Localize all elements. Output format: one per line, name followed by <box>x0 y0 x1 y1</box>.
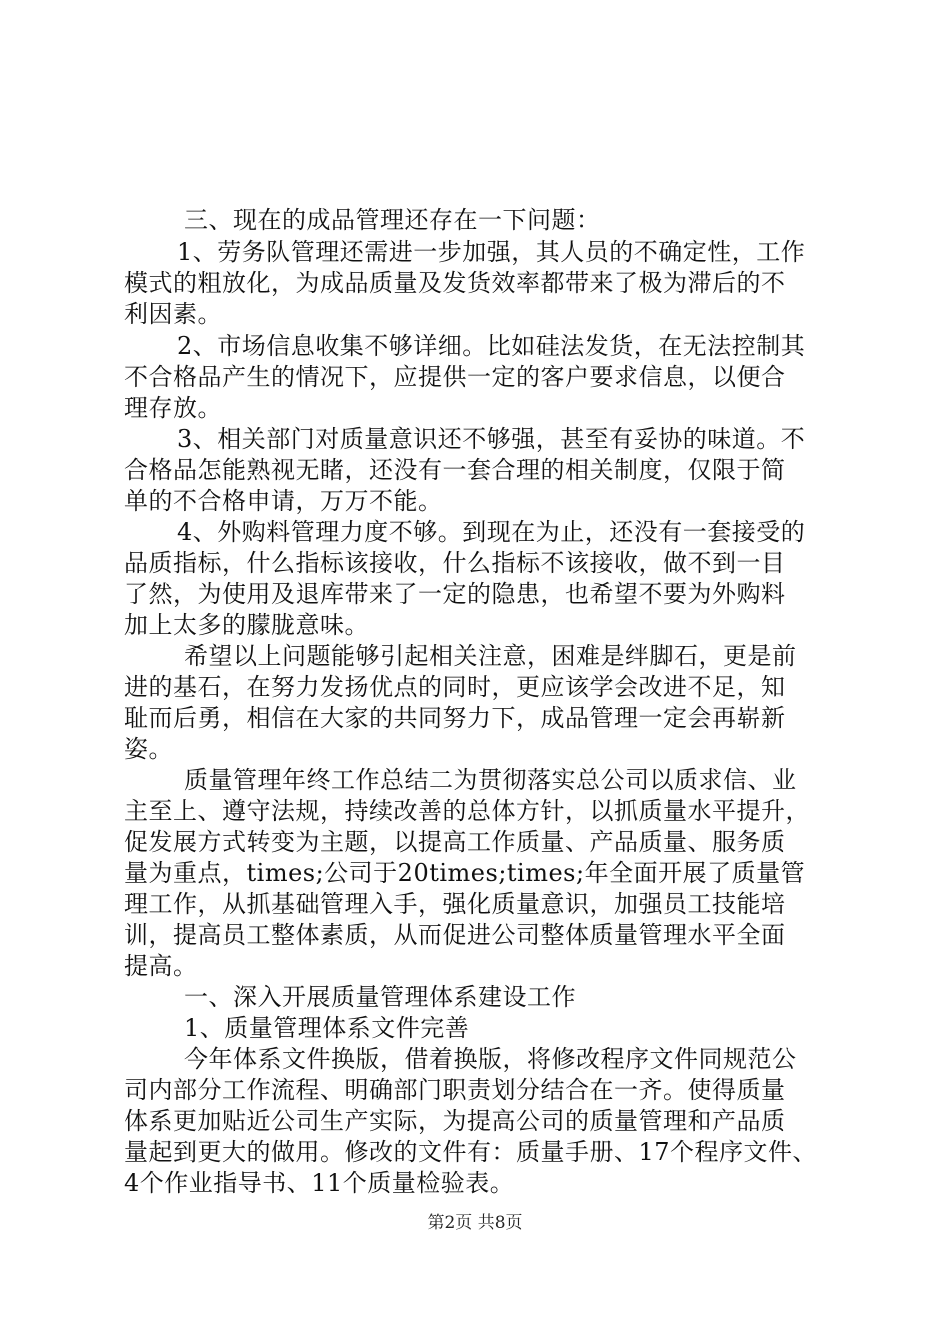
text-line: 模式的粗放化，为成品质量及发货效率都带来了极为滞后的不 <box>124 269 786 297</box>
subsection-heading: 1、质量管理体系文件完善 <box>184 1014 470 1042</box>
text-line: 了然，为使用及退库带来了一定的隐患，也希望不要为外购料 <box>124 580 786 608</box>
text-line: 三、现在的成品管理还存在一下问题： <box>184 206 601 234</box>
text-line: 理工作，从抓基础管理入手，强化质量意识，加强员工技能培 <box>124 890 786 918</box>
text-line: 进的基石，在努力发扬优点的同时，更应该学会改进不足，知 <box>124 673 786 701</box>
text-line: 体系更加贴近公司生产实际，为提高公司的质量管理和产品质 <box>124 1107 786 1135</box>
text-line: 不合格品产生的情况下，应提供一定的客户要求信息，以便合 <box>124 363 786 391</box>
text-line: 利因素。 <box>124 300 222 328</box>
text-line: 今年体系文件换版，借着换版，将修改程序文件同规范公 <box>184 1045 797 1073</box>
section-heading: 一、深入开展质量管理体系建设工作 <box>184 983 576 1011</box>
text-line: 加上太多的朦胧意味。 <box>124 611 369 639</box>
text-line: 量为重点，times;公司于20times;times;年全面开展了质量管 <box>124 859 806 887</box>
text-line: 希望以上问题能够引起相关注意，困难是绊脚石，更是前 <box>184 642 797 670</box>
text-line: 1、劳务队管理还需进一步加强，其人员的不确定性，工作 <box>177 238 806 266</box>
text-line: 4、外购料管理力度不够。到现在为止，还没有一套接受的 <box>177 518 806 546</box>
text-line: 3、相关部门对质量意识还不够强，甚至有妥协的味道。不 <box>177 425 806 453</box>
text-line: 训，提高员工整体素质，从而促进公司整体质量管理水平全面 <box>124 921 786 949</box>
text-line: 耻而后勇，相信在大家的共同努力下，成品管理一定会再崭新 <box>124 704 786 732</box>
text-line: 提高。 <box>124 952 198 980</box>
text-line: 合格品怎能熟视无睹，还没有一套合理的相关制度，仅限于简 <box>124 456 786 484</box>
text-line: 质量管理年终工作总结二为贯彻落实总公司以质求信、业 <box>184 766 797 794</box>
text-line: 量起到更大的做用。修改的文件有：质量手册、17个程序文件、 <box>124 1138 818 1166</box>
text-line: 品质指标，什么指标该接收，什么指标不该接收，做不到一目 <box>124 549 786 577</box>
text-line: 单的不合格申请，万万不能。 <box>124 487 443 515</box>
text-line: 姿。 <box>124 735 173 763</box>
text-line: 理存放。 <box>124 394 222 422</box>
text-line: 2、市场信息收集不够详细。比如硅法发货，在无法控制其 <box>177 332 806 360</box>
text-line: 4个作业指导书、11个质量检验表。 <box>124 1169 515 1197</box>
page-footer: 第2页 共8页 <box>427 1213 523 1233</box>
text-line: 主至上、遵守法规，持续改善的总体方针，以抓质量水平提升， <box>124 797 810 825</box>
text-line: 促发展方式转变为主题，以提高工作质量、产品质量、服务质 <box>124 828 786 856</box>
text-line: 司内部分工作流程、明确部门职责划分结合在一齐。使得质量 <box>124 1076 786 1104</box>
